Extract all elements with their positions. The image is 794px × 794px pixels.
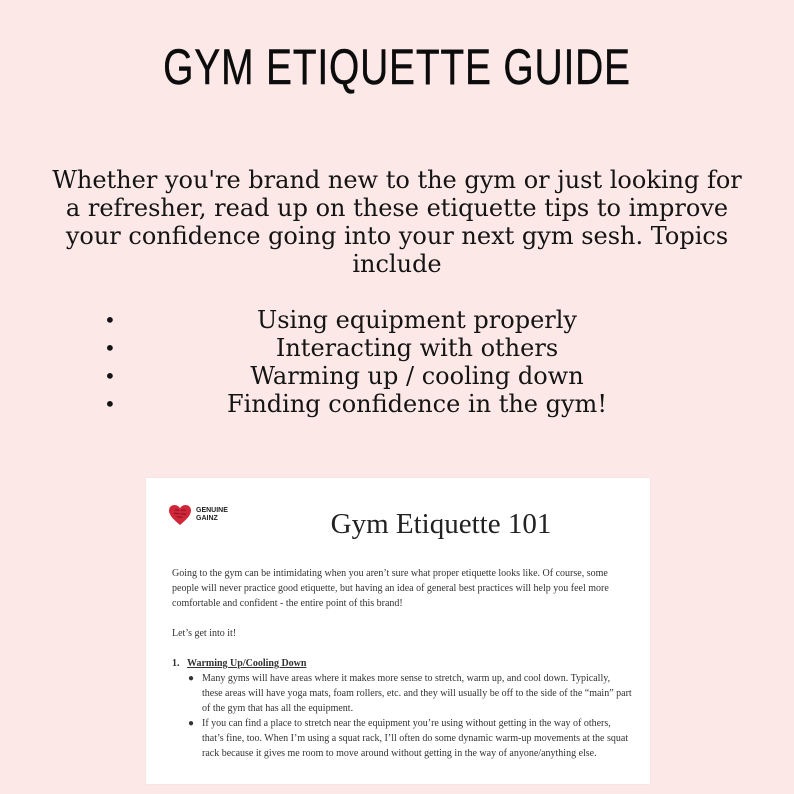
intro-paragraph: Whether you're brand new to the gym or just looking for a refresher, read up on these etiquette tips to improve your confidence going into your next gym sesh. Topics include <box>52 166 742 278</box>
document-preview <box>146 478 650 784</box>
section-number: 1. <box>172 658 180 669</box>
section-heading <box>172 656 632 671</box>
document-bullet-item: ● If you can find a place to stretch near the equipment you’re using without getting in the way of others, that’s fine, too. When I’m using a squat rack, I’ll often do some dynamic warm-up movements at the squat rack because it gives me room to move around without getting in the way of anyone/anything else. <box>188 718 629 759</box>
section-title: Warming Up/Cooling Down <box>187 658 307 669</box>
topic-item: • Using equipment properly <box>104 306 577 334</box>
document-lead-in: Let’s get into it! <box>172 628 237 639</box>
page-title: GYM ETIQUETTE GUIDE <box>163 39 631 95</box>
bullet-icon: ● <box>188 673 195 684</box>
topics-list <box>0 306 794 418</box>
document-title: Gym Etiquette 101 <box>330 508 552 540</box>
brand-logo <box>168 504 228 526</box>
bullet-icon: • <box>104 392 116 416</box>
document-intro: Going to the gym can be intimidating when you aren’t sure what proper etiquette looks like. Of course, some people will never practice good etiquette, but having an idea of general best practices will help you feel more comfortable and confident - the entire point of this brand! <box>172 568 609 609</box>
topic-item: • Interacting with others <box>104 334 559 362</box>
bullet-icon: • <box>104 308 116 332</box>
bullet-icon: • <box>104 336 116 360</box>
topic-item: • Warming up / cooling down <box>104 362 584 390</box>
document-bullet-item: ● Many gyms will have areas where it makes more sense to stretch, warm up, and cool down. Typically, these areas will have yoga mats, foam rollers, etc. and they will usually be off to the side of the “main” part of the gym that has all the equipment. <box>188 673 632 714</box>
heart-brain-icon <box>168 504 192 526</box>
topic-item: • Finding confidence in the gym! <box>104 390 607 418</box>
document-bullets <box>172 671 632 761</box>
brand-name: GENUINE GAINZ <box>196 507 228 522</box>
bullet-icon: ● <box>188 718 195 729</box>
bullet-icon: • <box>104 364 116 388</box>
document-body <box>172 566 632 761</box>
